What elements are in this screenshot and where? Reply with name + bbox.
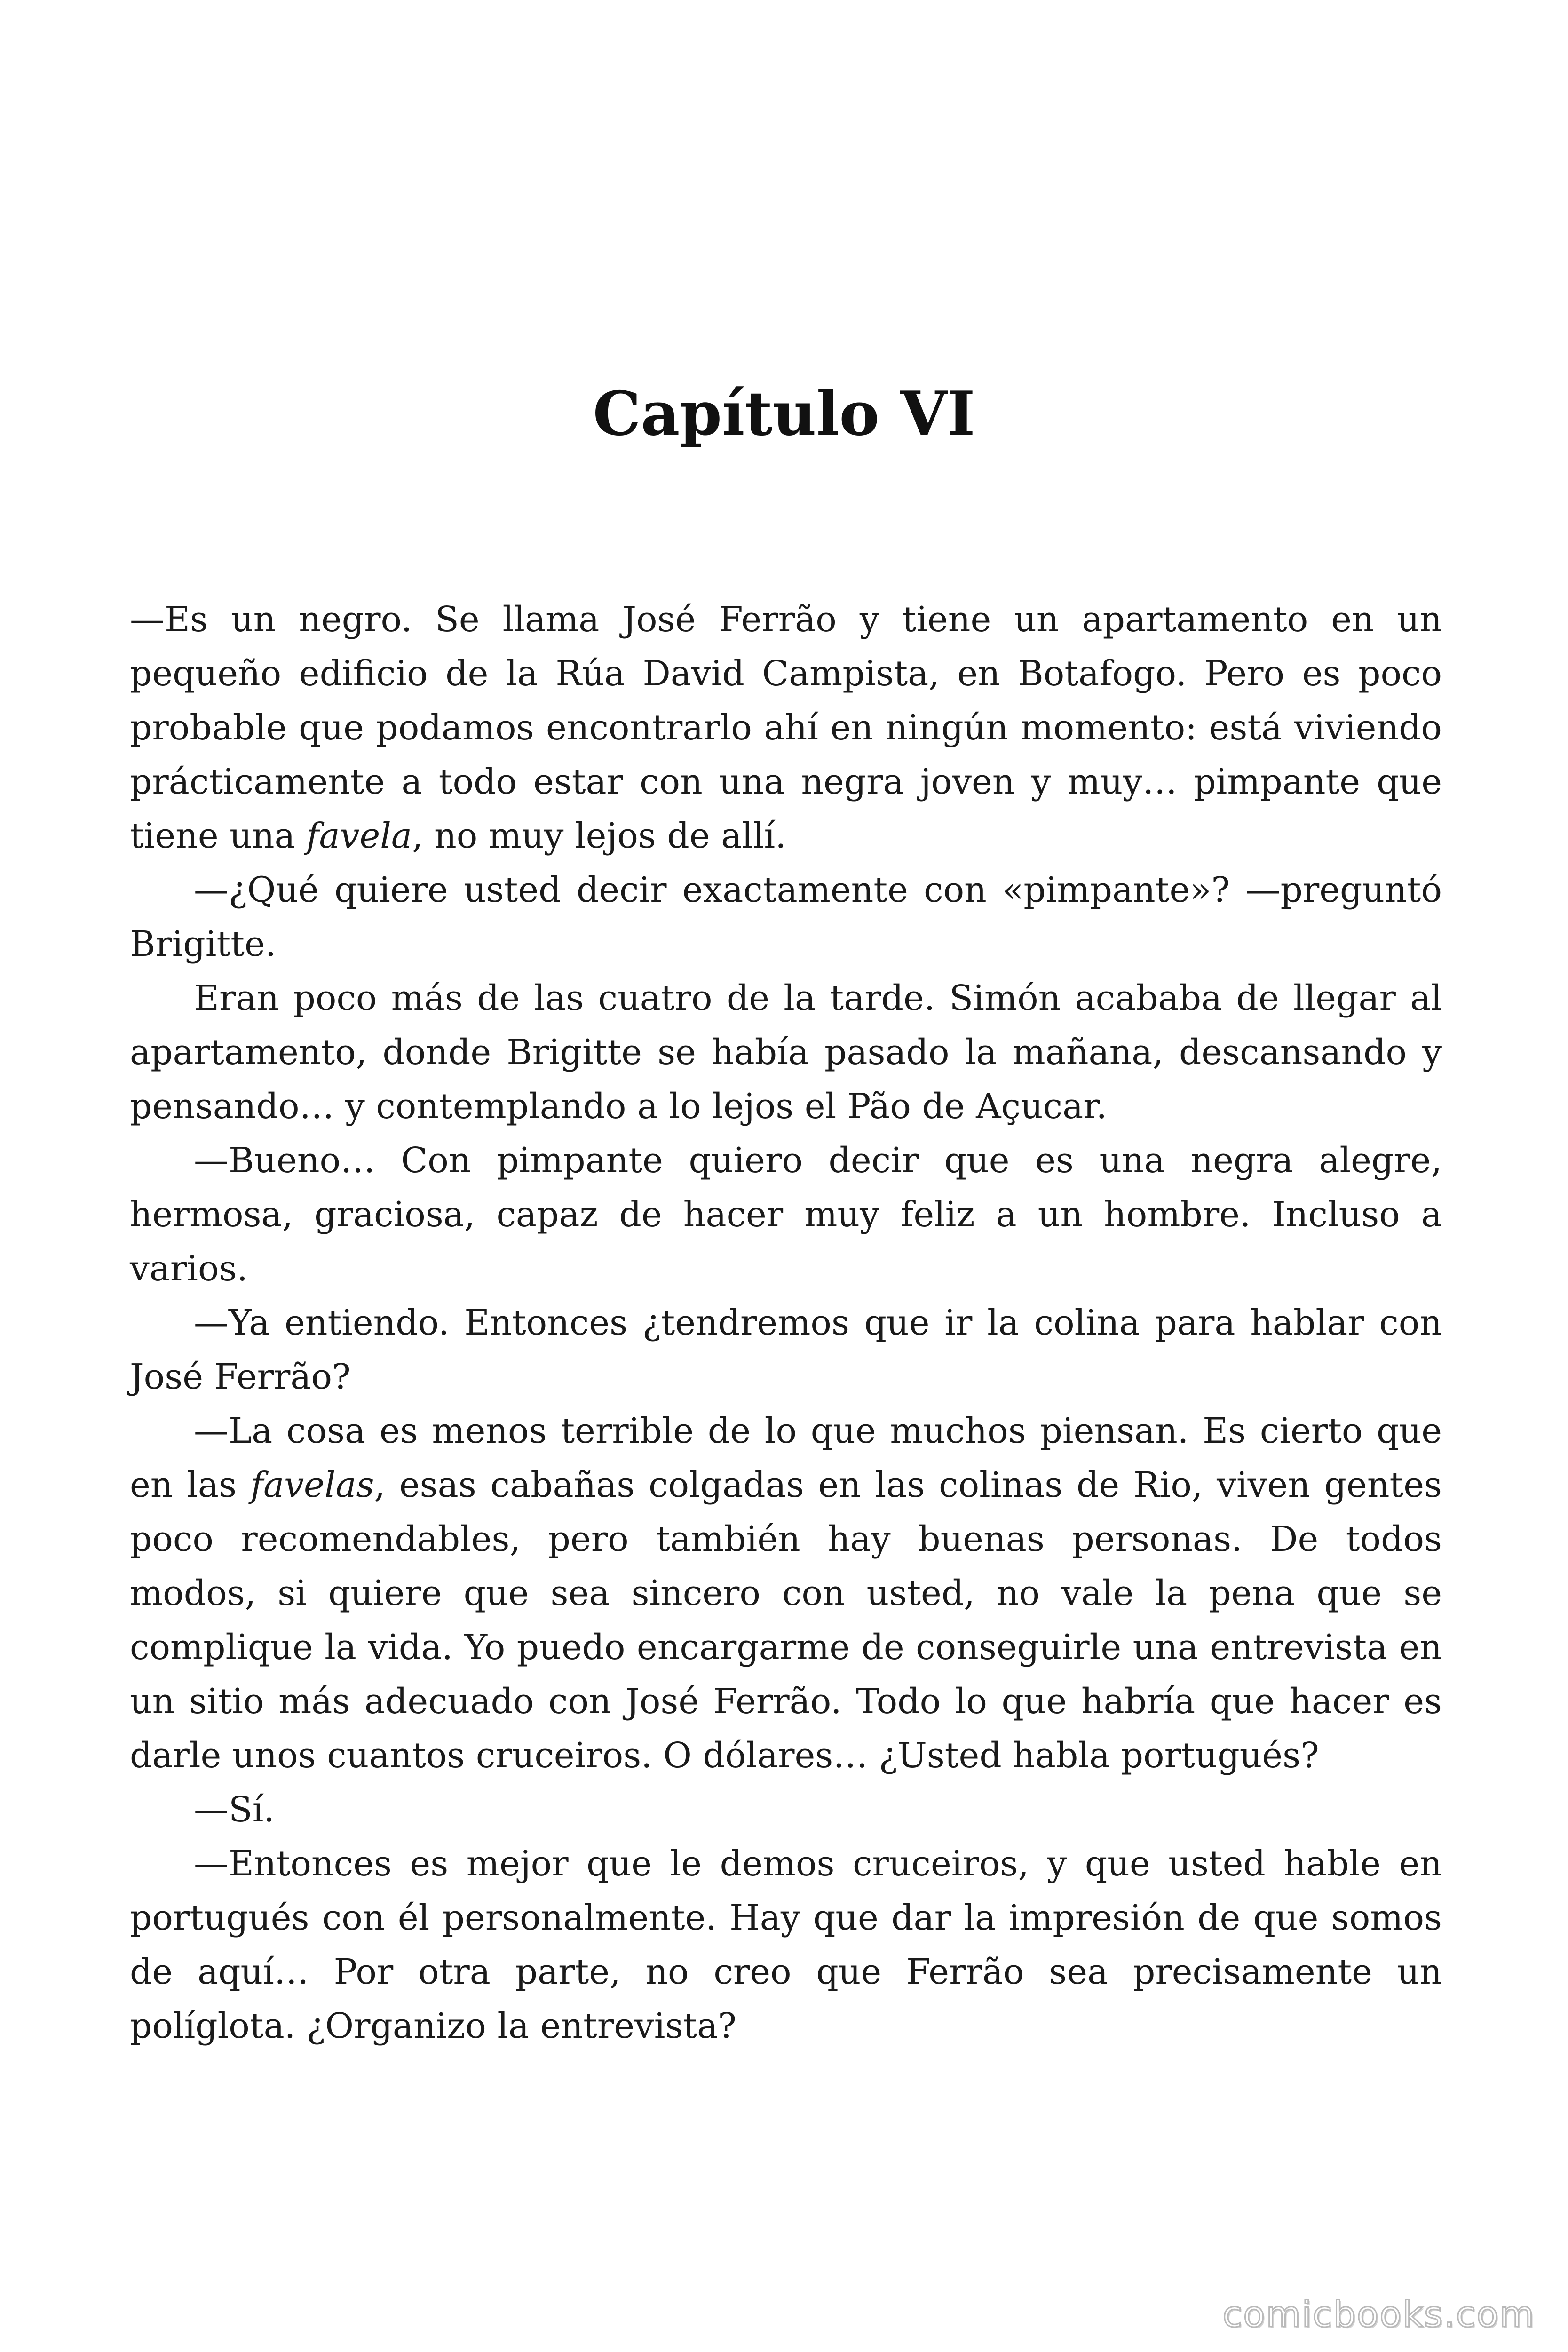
chapter-body	[130, 593, 1442, 2053]
paragraph	[130, 1296, 1442, 1404]
paragraph-text: —Es un negro. Se llama José Ferrão y tiene un apartamento en un pequeño edificio de la Rúa David Campista, en Botafogo. Pero es poco probable que podamos encontrarlo ahí en ningún momento: está viviendo prácticamente a todo estar con una negra joven y muy… pimpante que tiene una	[130, 599, 1442, 856]
paragraph	[130, 971, 1442, 1134]
paragraph-text: —Entonces es mejor que le demos cruceiros, y que usted hable en portugués con él personalmente. Hay que dar la impresión de que somos de aquí… Por otra parte, no creo que Ferrão sea precisamente un políglota. ¿Organizo la entrevista?	[130, 1843, 1442, 2046]
chapter-title: Capítulo VI	[593, 379, 975, 449]
paragraph	[130, 1404, 1442, 1783]
paragraph	[130, 1837, 1442, 2053]
paragraph-text: —Sí.	[194, 1789, 275, 1830]
paragraph-text: , esas cabañas colgadas en las colinas de Rio, viven gentes poco recomendables, pero también hay buenas personas. De todos modos, si quiere que sea sincero con usted, no vale la pena que se complique la vida. Yo puedo encargarme de conseguirle una entrevista en un sitio más adecuado con José Ferrão. Todo lo que habría que hacer es darle unos cuantos cruceiros. O dólares… ¿Usted habla portugués?	[130, 1465, 1442, 1776]
italic-term: favela	[306, 816, 412, 856]
paragraph	[130, 1134, 1442, 1296]
paragraph-text: —Ya entiendo. Entonces ¿tendremos que ir la colina para hablar con José Ferrão?	[130, 1303, 1442, 1397]
watermark-text: comicbooks.com	[1222, 2293, 1535, 2335]
paragraph	[130, 1783, 1442, 1837]
paragraph-text: —Bueno… Con pimpante quiero decir que es una negra alegre, hermosa, graciosa, capaz de hacer muy feliz a un hombre. Incluso a varios.	[130, 1140, 1442, 1289]
paragraph	[130, 863, 1442, 971]
paragraph-text: Eran poco más de las cuatro de la tarde. Simón acababa de llegar al apartamento, donde Brigitte se había pasado la mañana, descansando y pensando… y contemplando a lo lejos el Pão de Açucar.	[130, 978, 1442, 1127]
paragraph-text: , no muy lejos de allí.	[412, 816, 786, 856]
italic-term: favelas	[250, 1465, 374, 1505]
paragraph-text: —¿Qué quiere usted decir exactamente con «pimpante»? —preguntó Brigitte.	[130, 870, 1442, 964]
paragraph	[130, 593, 1442, 863]
paragraph-text: —La cosa es menos terrible de lo que muchos piensan. Es cierto que en las	[130, 1411, 1442, 1505]
